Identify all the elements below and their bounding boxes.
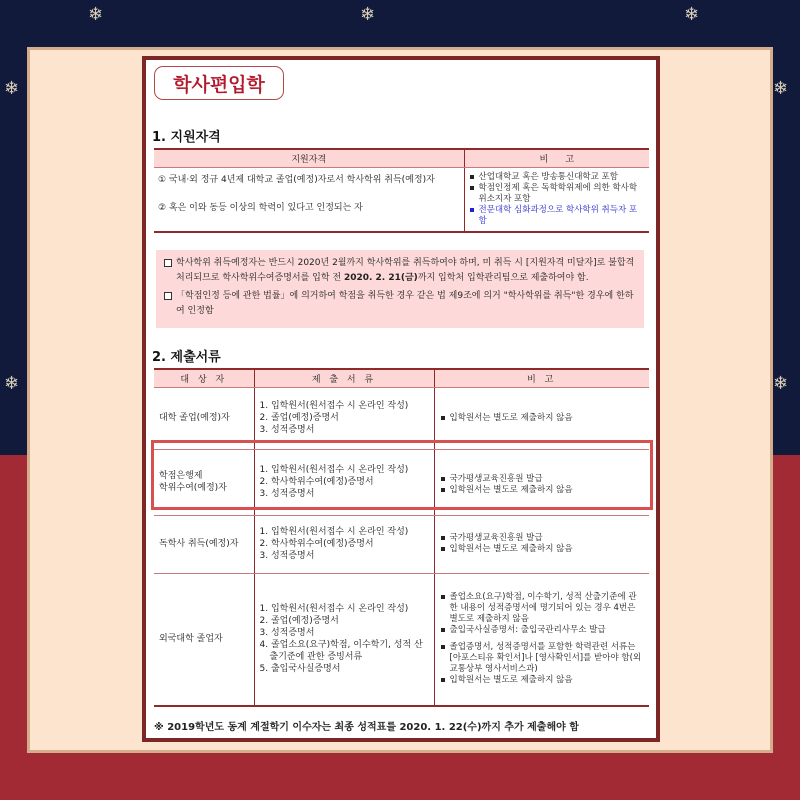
snowflake-icon: ❄	[684, 4, 700, 25]
section-heading-qualifications: 1. 지원자격	[152, 130, 221, 145]
table-header: 제 출 서 류	[254, 369, 434, 387]
notice-item: 학사학위 취득예정자는 반드시 2020년 2월까지 학사학위를 취득하여야 하며, 미 취득 시 [지원자격 미달자]로 불합격 처리되므로 학사학위수여증명서를 입학 전 2020. 2. 21(금)까지 입학처 입학관리팀으로 제출하여야 함.	[164, 256, 636, 286]
snowflake-icon: ❄	[4, 373, 20, 394]
table-row: 독학사 취득(예정)자 1. 입학원서(원서접수 시 온라인 작성) 2. 학사학위수여(예정)증명서 3. 성적증명서 국가평생교육진흥원 발급 입학원서는 별도로 제출하지 않음	[154, 515, 649, 573]
table-row: 대학 졸업(예정)자 1. 입학원서(원서접수 시 온라인 작성) 2. 졸업(예정)증명서 3. 성적증명서 입학원서는 별도로 제출하지 않음	[154, 387, 649, 449]
page-title: 학사편입학	[154, 66, 284, 100]
documents-table	[154, 368, 649, 707]
table-row-highlighted: 학점은행제 학위수여(예정)자 1. 입학원서(원서접수 시 온라인 작성) 2. 학사학위수여(예정)증명서 3. 성적증명서 국가평생교육진흥원 발급 입학원서는 별도로 제출하지 않음	[154, 449, 649, 515]
remark-item: 학점인정제 혹은 독학학위제에 의한 학사학위소지자 포함	[469, 183, 646, 205]
table-header: 비 고	[434, 369, 649, 387]
snowflake-icon: ❄	[88, 4, 104, 25]
qualification-cell	[154, 167, 464, 232]
checkbox-icon	[164, 292, 172, 300]
qualifications-table	[154, 148, 649, 233]
table-row: 외국대학 졸업자 1. 입학원서(원서접수 시 온라인 작성) 2. 졸업(예정)증명서 3. 성적증명서 4. 졸업소요(요구)학점, 이수학기, 성적 산 출기준에 관한 증빙서류 5. 출입국사실증명서 졸업소요(요구)학점, 이수학기, 성적 산출기준에 관한 내용이 성적증명서에 명기되어 있는 경우 4번은 별도로 제출하지 않음 출입국사실증명서: 출입국관리사무소 발급 졸업증명서, 성적증명서를 포함한 학력관련 서류는 [아포스티유 확인서]나 [영사확인서]를 받아야 함(외교통상부 영사서비스과) 입학원서는 별도로 제출하지 않음	[154, 573, 649, 706]
snowflake-icon: ❄	[773, 78, 789, 99]
notice-box	[156, 250, 644, 328]
remark-item: 산업대학교 혹은 방송통신대학교 포함	[469, 172, 646, 183]
checkbox-icon	[164, 259, 172, 267]
snowflake-icon: ❄	[360, 4, 376, 25]
qualification-item: ② 혹은 이와 동등 이상의 학력이 있다고 인정되는 자	[158, 202, 363, 213]
footnote: ※ 2019학년도 동계 계절학기 이수자는 최종 성적표를 2020. 1. 22(수)까지 추가 제출해야 함	[154, 722, 579, 733]
qualification-item: ① 국내·외 정규 4년제 대학교 졸업(예정)자로서 학사학위 취득(예정)자	[158, 174, 435, 185]
table-header: 대 상 자	[154, 369, 254, 387]
table-header: 비 고	[464, 149, 649, 167]
notice-item: 「학점인정 등에 관한 법률」에 의거하여 학점을 취득한 경우 같은 법 제9조에 의거 "학사학위를 취득"한 경우에 한하여 인정함	[164, 289, 636, 319]
table-header: 지원자격	[154, 149, 464, 167]
remark-cell	[464, 167, 649, 232]
snowflake-icon: ❄	[773, 373, 789, 394]
snowflake-icon: ❄	[4, 78, 20, 99]
document-page	[142, 56, 660, 742]
remark-item-blue: 전문대학 심화과정으로 학사학위 취득자 포함	[469, 205, 646, 227]
section-heading-documents: 2. 제출서류	[152, 350, 221, 365]
